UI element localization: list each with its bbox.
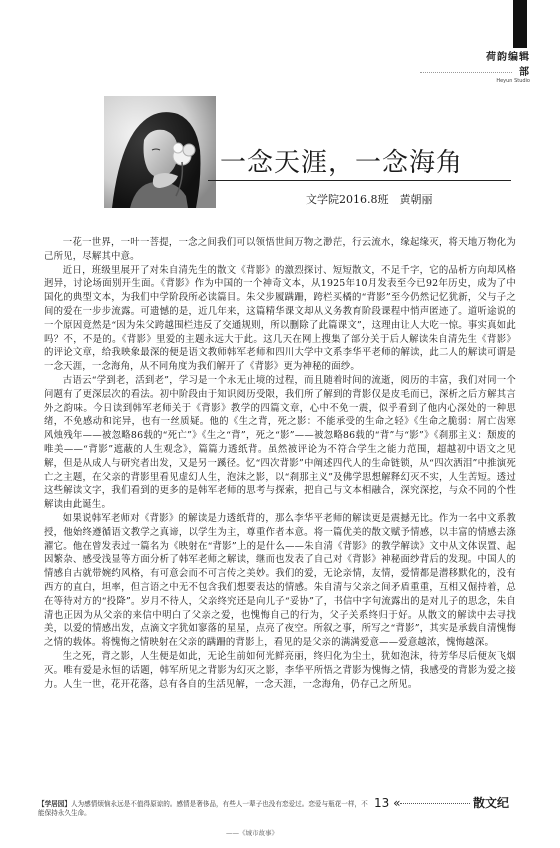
footer-quote-text: 人为感情烦恼永远是不值得原谅的。感情是奢侈品，有些人一辈子也没有恋爱过。恋爱与瓶花一样，不能保持永久生命。 [38, 800, 368, 817]
article-body [44, 236, 516, 691]
column-header [478, 48, 530, 84]
article-photo [104, 96, 216, 208]
header-dotted-line [420, 72, 512, 73]
footer-quote-lead: 【学居园】 [38, 800, 71, 808]
title-rule [208, 180, 511, 181]
article-byline: 文学院2016.8班 黄朝丽 [306, 193, 433, 206]
footer-quote-box [38, 800, 368, 818]
footer-dotted-line [400, 803, 470, 804]
column-title: 荷韵编辑部 [486, 52, 530, 78]
paragraph-4: 如果说韩军老师对《背影》的解读是力透纸背的，那么李华平老师的解读更是震撼无比。作为一名中文系教授，他始终遵循语文教学之真谛，以学生为主，尊重作者本意。将一篇优美的散文赋予情感，以丰富的情感去涤濯它。他在曾发表过一篇名为《映射在“背影”上的是什么——朱自清《背影》的教学解读》文中从文体误置、起因繁杂、感受浅显等方面分析了韩军老师之解读，继而也发表了自己对《背影》神秘面纱背后的发现。中国人的情感自古就带婉约风格，有可意会而不可言传之美妙。我们的爱，无论亲情，友情，爱情都是潜移默化的，没有西方的直白，坦率，但言语之中无不包含我们想要表达的情感。朱自清与父亲之间矛盾重重，互相又倔持着，总在等待对方的“投降”。岁月不待人，父亲终究还是向儿子“妥协”了，书信中字句流露出的是对儿子的思念，朱自清也正因为从父亲的来信中明白了父亲之爱，也愧悔自己的行为，父子关系终归于好。从散文的解读中去寻找美，以爱的情感出发，点滴文字犹如寥落的星星，点亮了夜空。所叙之事，所写之“背影”，其实是承载自清愧悔之情的载体。将愧悔之情映射在父亲的蹒跚的背影上，看见的是父亲的满满爱意——爱意越浓，愧悔越深。 [44, 512, 516, 649]
page-number: 13 « [374, 796, 401, 810]
paragraph-3: 古语云“学到老，活到老”，学习是一个永无止境的过程，而且随着时间的流逝，阅历的丰富，我们对同一个问题有了更深层次的看法。初中阶段由于知识阅历受限，我们所了解到的背影仅是皮毛而已，深析之后方解其言外之韵味。今日读到韩军老师关于《背影》教学的四篇文章，心中不免一震，似乎看到了他内心深处的一种思绪，不免感动和诧异，也有一丝质疑。他的《生之背，死之影：不能承受的生命之轻》《生命之脆弱：屑亡齿寒 风烛残年——被忽略86载的“死亡”》《生之“背”，死之“影”——被忽略86载的“背”与“影”》《刹那主义：颓废的唯美——“背影”遮蔽的人生观念》，篇篇力透纸背。虽然被评论为不符合学生之能力范围，超越初中语文之见解，但是从成人与研究者出发，又是另一蹊径。忆“四次背影”中阐述四代人的生命链锁，从“四次洒泪”中推演死亡之主题，在父亲的背影里看见虚幻人生，泡沫之影，以“刹那主义”及佛学思想解释幻灭不实，人生苦短。透过这些解读文字，我们看到的更多的是韩军老师的思考与探索，把自己与文本相融合，深究深挖，与众不同的个性解读由此诞生。 [44, 374, 516, 511]
girl-with-flower-photo [104, 96, 216, 208]
paragraph-5: 生之死，背之影，人生便是如此，无论生前如何光鲜亮丽，终归化为尘土，犹如泡沫，待芳华尽后便灰飞烟灭。唯有爱是永恒的话题，韩军所见之背影为幻灭之影，李华平所悟之背影为愧悔之情，我感受的背影为爱之接力。人生一世，花开花落，总有各自的生活见解，一念天涯，一念海角，仍存己之所见。 [44, 650, 516, 690]
paragraph-1: 一花一世界，一叶一菩提，一念之间我们可以领悟世间万物之渺茫，行云流水，缘起缘灭，将天地万物化为己所见，尽解其中意。 [44, 237, 516, 262]
column-subtitle: Heyun Studio [496, 78, 530, 84]
article-title: 一念天涯，一念海角 [220, 148, 464, 178]
header-black-bar [513, 0, 527, 48]
section-name: 散文纪 [473, 796, 510, 810]
footer-source: ——《城市故事》 [226, 829, 278, 837]
paragraph-2: 近日，班级里展开了对朱自清先生的散文《背影》的激烈探讨、短短散文，不足千字，它的品析方向却风格迥异，讨论场面别开生面。《背影》作为中国的一个神奇文本，从1925年10月发表至今已92年历史，成为了中国化的典型文本，为我们中学阶段所必读篇目。朱父步履蹒跚，跨栏买橘的“背影”至今仍然记忆犹新，父与子之间的爱在一步步流露。可遗憾的是，近几年来，这篇精华课文却从义务教育阶段课程中悄声匿迹了。道听途说的一个原因竟然是“因为朱父跨越围栏违反了交通规则，所以删除了此篇课文”，这理由让人大吃一惊。事实真如此吗？不，不是的。《背影》里爱的主题永远大于此。这几天在网上搜集了部分关于后人解读朱自清先生《背影》的评论文章，给我映象最深的便是语文教师韩军老师和四川大学中文系李华平老师的解读，此二人的解读可谓是一念天涯，一念海角，从不同角度为我们解开了《背影》更为神秘的面纱。 [44, 264, 516, 373]
